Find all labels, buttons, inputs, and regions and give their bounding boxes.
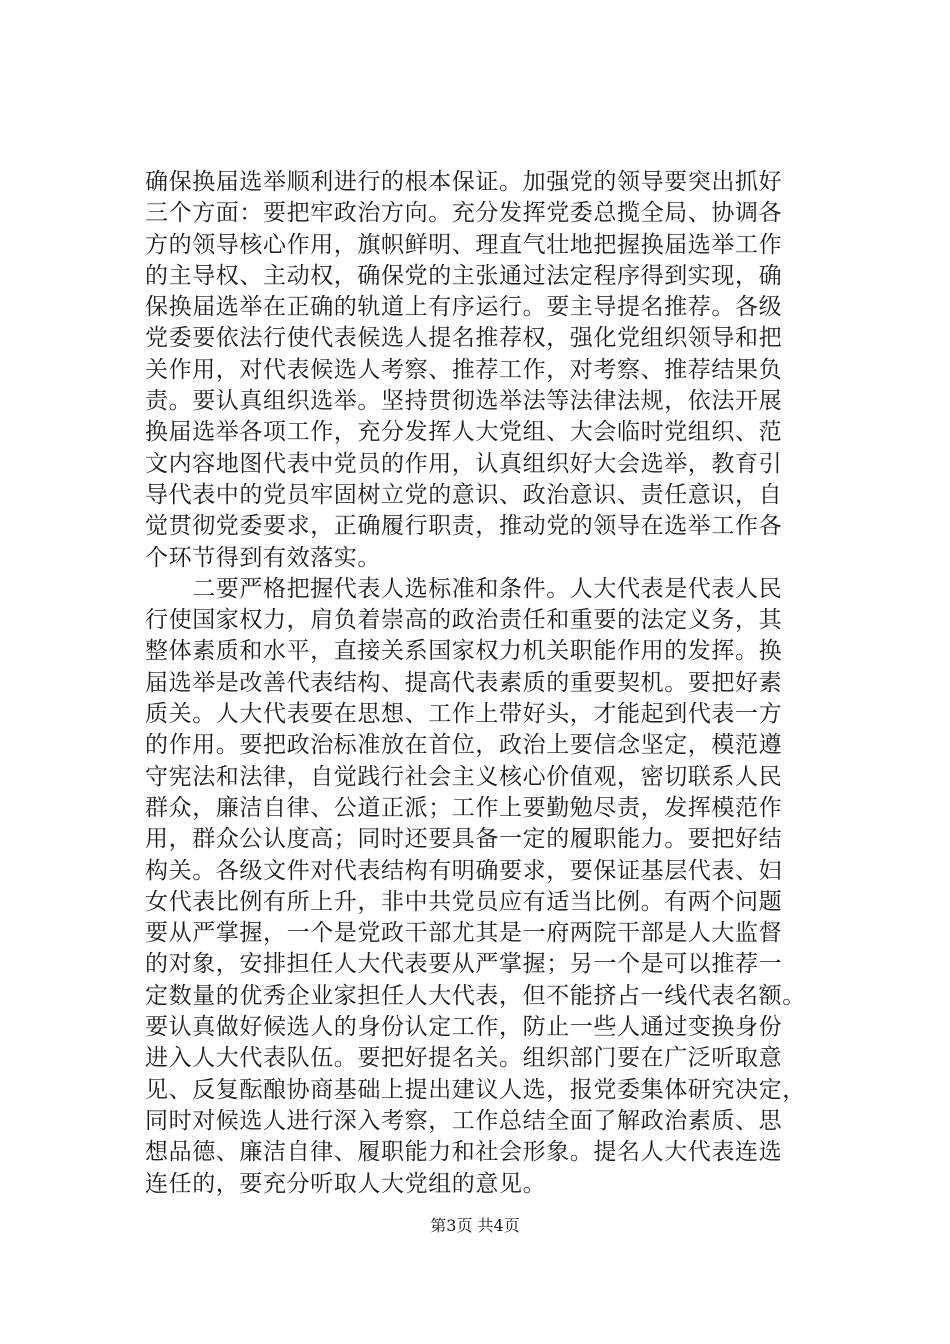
- text-line: 女代表比例有所上升，非中共党员应有适当比例。有两个问题: [145, 888, 783, 915]
- text-line: 文内容地图代表中党员的作用，认真组织好大会选举，教育引: [145, 450, 783, 477]
- text-line: 保换届选举在正确的轨道上有序运行。要主导提名推荐。各级: [145, 294, 783, 321]
- text-line: 要从严掌握，一个是党政干部尤其是一府两院干部是人大监督: [145, 920, 783, 947]
- text-line: 确保换届选举顺利进行的根本保证。加强党的领导要突出抓好: [145, 169, 783, 195]
- text-line: 用，群众公认度高；同时还要具备一定的履职能力。要把好结: [145, 826, 783, 853]
- text-line: 行使国家权力，肩负着崇高的政治责任和重要的法定义务，其: [145, 607, 783, 634]
- text-line: 进入人大代表队伍。要把好提名关。组织部门要在广泛听取意: [145, 1045, 783, 1072]
- text-line: 守宪法和法律，自觉践行社会主义核心价值观，密切联系人民: [145, 763, 783, 790]
- text-line: 构关。各级文件对代表结构有明确要求，要保证基层代表、妇: [145, 857, 783, 884]
- text-line: 的主导权、主动权，确保党的主张通过法定程序得到实现，确: [145, 262, 783, 289]
- text-line: 质关。人大代表要在思想、工作上带好头，才能起到代表一方: [145, 701, 783, 728]
- text-line: 关作用，对代表候选人考察、推荐工作，对考察、推荐结果负: [145, 356, 783, 383]
- text-line: 导代表中的党员牢固树立党的意识、政治意识、责任意识，自: [145, 481, 783, 508]
- text-line: 个环节得到有效落实。: [145, 544, 381, 571]
- text-line: 整体素质和水平，直接关系国家权力机关职能作用的发挥。换: [145, 638, 783, 665]
- text-line: 觉贯彻党委要求，正确履行职责，推动党的领导在选举工作各: [145, 513, 783, 540]
- text-line: 党委要依法行使代表候选人提名推荐权，强化党组织领导和把: [145, 325, 783, 352]
- text-line: 同时对候选人进行深入考察，工作总结全面了解政治素质、思: [145, 1107, 783, 1134]
- text-line: 届选举是改善代表结构、提高代表素质的重要契机。要把好素: [145, 669, 783, 696]
- text-line: 想品德、廉洁自律、履职能力和社会形象。提名人大代表连选: [145, 1139, 783, 1166]
- text-line: 的对象，安排担任人大代表要从严掌握；另一个是可以推荐一: [145, 951, 783, 978]
- body-text: [145, 167, 810, 1200]
- text-line: 二要严格把握代表人选标准和条件。人大代表是代表人民: [145, 575, 783, 602]
- page-number-footer: 第3页 共4页: [430, 1216, 520, 1235]
- text-line: 定数量的优秀企业家担任人大代表，但不能挤占一线代表名额。: [145, 982, 806, 1009]
- text-line: 方的领导核心作用，旗帜鲜明、理直气壮地把握换届选举工作: [145, 231, 783, 258]
- text-line: 群众，廉洁自律、公道正派；工作上要勤勉尽责，发挥模范作: [145, 794, 783, 821]
- text-line: 三个方面：要把牢政治方向。充分发挥党委总揽全局、协调各: [145, 200, 783, 227]
- text-line: 要认真做好候选人的身份认定工作，防止一些人通过变换身份: [145, 1014, 783, 1041]
- text-line: 见、反复酝酿协商基础上提出建议人选，报党委集体研究决定，: [145, 1076, 806, 1103]
- text-line: 的作用。要把政治标准放在首位，政治上要信念坚定，模范遵: [145, 732, 783, 759]
- text-line: 连任的，要充分听取人大党组的意见。: [145, 1170, 547, 1197]
- text-line: 换届选举各项工作，充分发挥人大党组、大会临时党组织、范: [145, 419, 783, 446]
- text-line: 责。要认真组织选举。坚持贯彻选举法等法律法规，依法开展: [145, 388, 783, 415]
